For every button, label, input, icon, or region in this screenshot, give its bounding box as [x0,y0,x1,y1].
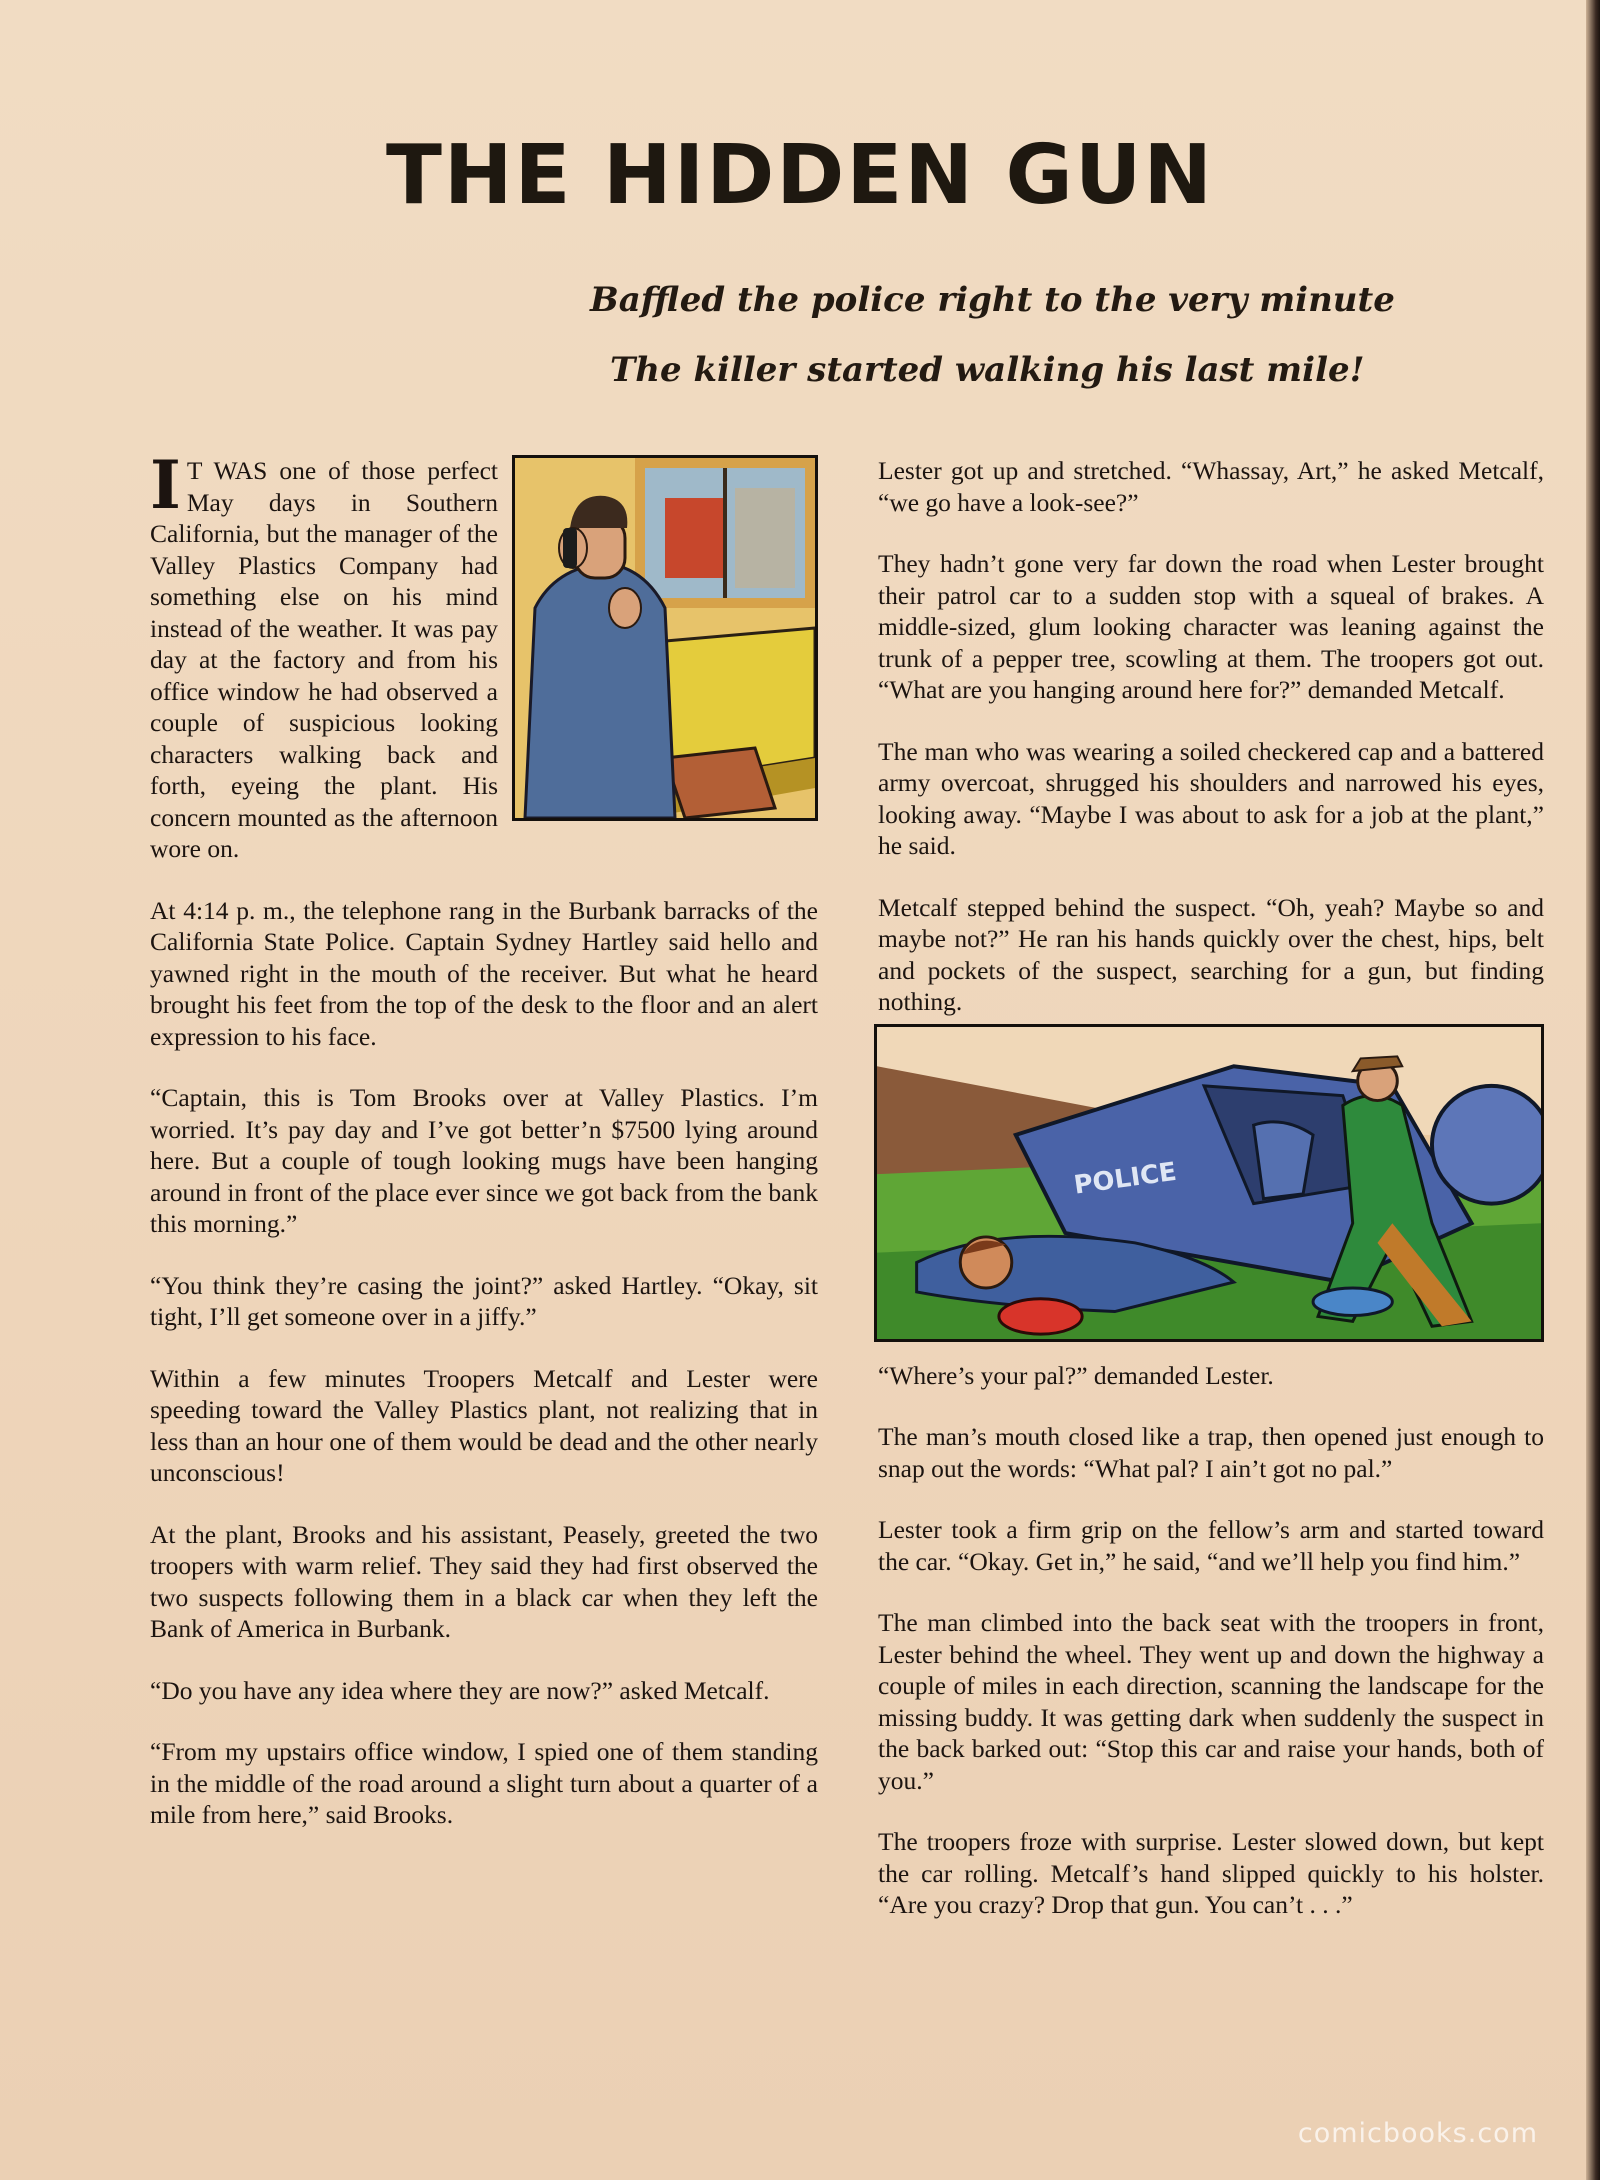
paragraph: “Captain, this is Tom Brooks over at Valley Plastics. I’m worried. It’s pay day and I’ve got better’n $7500 lying around here. But a couple of tough looking mugs have been hanging around in front of the place ever since we got back from the bank this morning.” [150,1083,818,1238]
paragraph: The man’s mouth closed like a trap, then opened just enough to snap out the words: “What pal? I ain’t got no pal.” [878,1422,1544,1483]
paragraph: “Do you have any idea where they are now?” asked Metcalf. [150,1675,770,1705]
paragraph: Lester took a firm grip on the fellow’s arm and started toward the car. “Okay. Get in,” he said, “and we’ll help you find him.” [878,1515,1544,1576]
illustration-man-on-phone [512,455,818,821]
paragraph: At 4:14 p. m., the telephone rang in the Burbank barracks of the California State Police. Captain Sydney Hartley said hello and yawned right in the mouth of the receiver. But what he heard brought his feet from the top of the desk to the floor and an alert expression to his face. [150,895,818,1051]
shooting-scene-panel-art [877,1027,1541,1339]
subtitle-line-2: The killer started walking his last mile! [610,350,1365,390]
police-car-label: POLICE [1071,1156,1179,1201]
paragraph: At the plant, Brooks and his assistant, Peasely, greeted the two troopers with warm relief. They said they had first observed the two suspects following them in a black car when they left the Bank of America in Burbank. [150,1519,818,1643]
page-spine-edge [1586,0,1600,2180]
panel-caption: “Where’s your pal?” demanded Lester. [878,1360,1274,1390]
phone-call-panel-art [515,458,815,818]
paragraph: Lester got up and stretched. “Whassay, Art,” he asked Metcalf, “we go have a look-see?” [878,456,1544,517]
paragraph-opening: I T WAS one of those perfect May days in Southern California, but the manager of the Valley Plastics Company had something else on his mind instead of the weather. It was pay day at the factory and from his office window he had observed a couple of suspicious looking characters walking back and forth, eyeing the plant. His concern mounted as the afternoon wore on. [150,446,498,863]
paragraph: The troopers froze with surprise. Lester slowed down, but kept the car rolling. Metcalf’s hand slipped quickly to his holster. “Are you crazy? Drop that gun. You can’t . . .” [878,1827,1544,1919]
left-text-column [150,446,818,1861]
paragraph: “You think they’re casing the joint?” asked Hartley. “Okay, sit tight, I’ll get someone over in a jiffy.” [150,1270,818,1331]
paragraph: Within a few minutes Troopers Metcalf and Lester were speeding toward the Valley Plastics plant, not realizing that in less than an hour one of them would be dead and the other nearly unconscious! [150,1363,818,1487]
illustration-trooper-shot [874,1024,1544,1342]
story-title: THE HIDDEN GUN [385,128,1215,223]
paragraph: They hadn’t gone very far down the road when Lester brought their patrol car to a sudden stop with a squeal of brakes. A middle-sized, glum looking character was leaning against the trunk of a pepper tree, scowling at them. The troopers got out. “What are you hanging around here for?” demanded Metcalf. [878,549,1544,704]
paragraph: “From my upstairs office window, I spied one of them standing in the middle of the road around a slight turn about a quarter of a mile from here,” said Brooks. [150,1737,818,1829]
paragraph: Metcalf stepped behind the suspect. “Oh, yeah? Maybe so and maybe not?” He ran his hands quickly over the chest, hips, belt and pockets of the suspect, searching for a gun, but finding nothing. [878,892,1544,1016]
drop-cap: I [150,446,181,524]
site-watermark: comicbooks.com [1297,2118,1538,2149]
paragraph: The man who was wearing a soiled checkered cap and a battered army overcoat, shrugged his shoulders and narrowed his eyes, looking away. “Maybe I was about to ask for a job at the plant,” he said. [878,736,1544,860]
paragraph: The man climbed into the back seat with the troopers in front, Lester behind the wheel. They went up and down the highway a couple of miles in each direction, scanning the landscape for the missing buddy. It was getting dark when suddenly the suspect in the back barked out: “Stop this car and raise your hands, both of you.” [878,1608,1544,1795]
right-text-column [878,455,1544,1951]
subtitle-line-1: Baffled the police right to the very minute [590,280,1395,320]
